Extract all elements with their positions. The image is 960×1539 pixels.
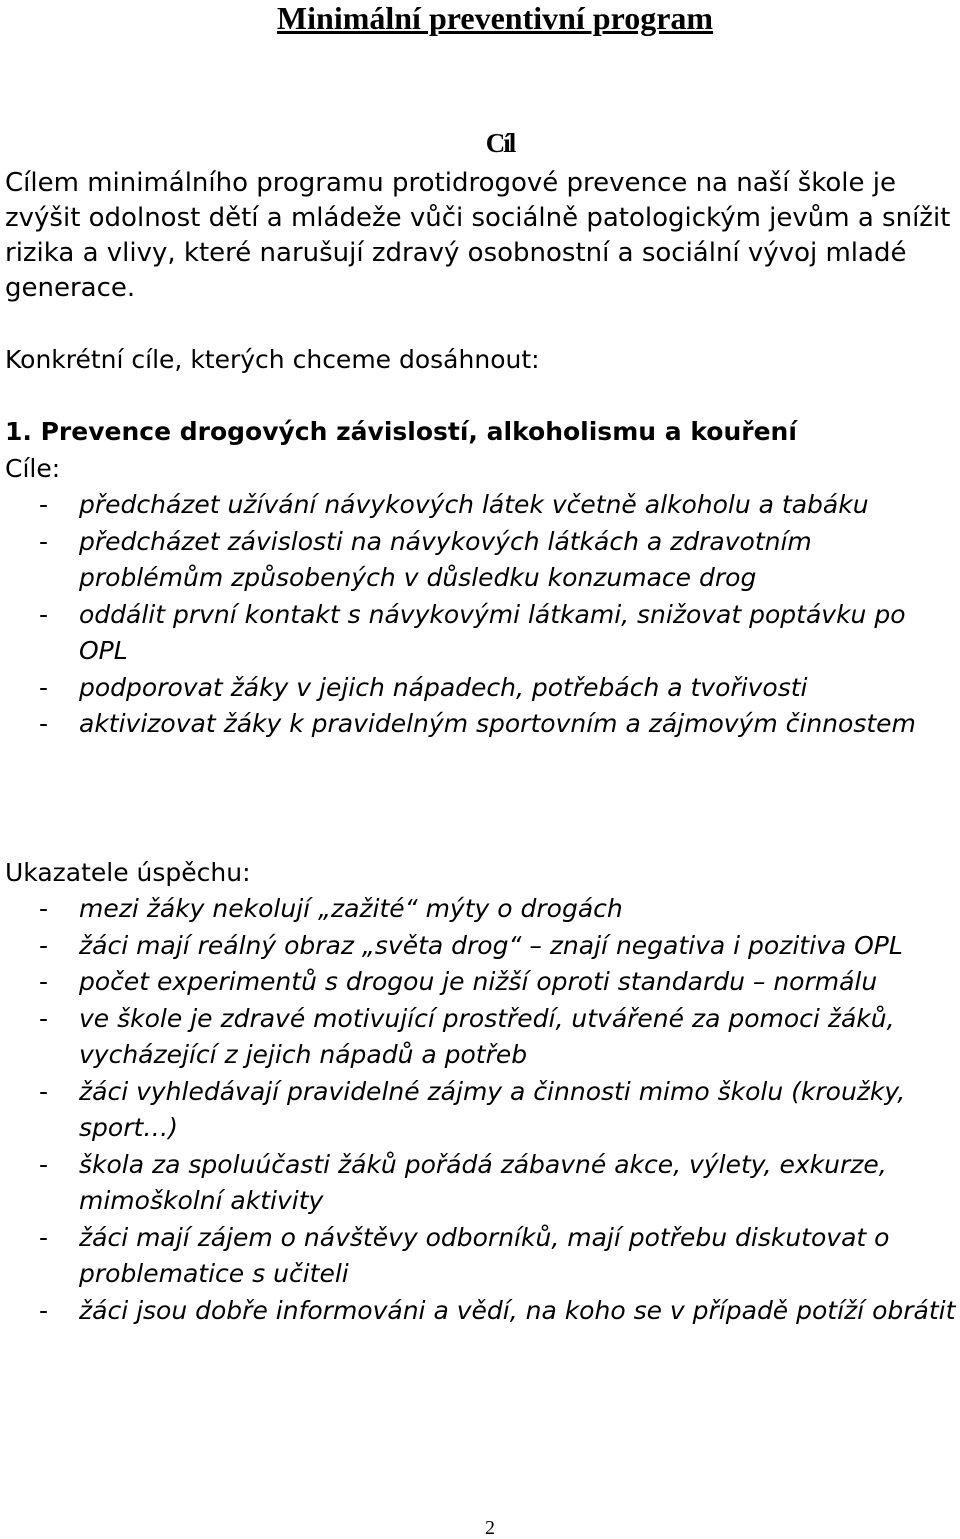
list-item-text: žáci mají reálný obraz „světa drog“ – znají negativa i pozitiva OPL [79, 930, 903, 960]
goal-heading: Cíl [485, 128, 515, 158]
list-item [5, 1220, 960, 1293]
list-item-text: oddálit první kontakt s návykovými látkami, snižovat poptávku po OPL [79, 599, 906, 665]
specific-goals-intro: Konkrétní cíle, kterých chceme dosáhnout: [5, 345, 540, 374]
list-dash: - [39, 1076, 49, 1106]
indicators-list [5, 891, 960, 1329]
list-dash: - [39, 490, 49, 519]
list-item [5, 1293, 960, 1330]
list-dash: - [39, 672, 49, 702]
goals-label: Cíle: [5, 454, 61, 483]
list-item-text: předcházet užívání návykových látek včetně alkoholu a tabáku [79, 490, 869, 519]
list-item-text: podporovat žáky v jejich nápadech, potřebách a tvořivosti [79, 672, 808, 702]
list-item [5, 928, 960, 965]
list-item-text: škola za spoluúčasti žáků pořádá zábavné akce, výlety, exkurze, mimoškolní aktivity [79, 1149, 887, 1215]
list-item [5, 524, 960, 597]
list-item-text: počet experimentů s drogou je nižší oproti standardu – normálu [79, 967, 878, 996]
list-item-text: ve škole je zdravé motivující prostředí, utvářené za pomoci žáků, vycházející z jejich nápadů a potřeb [79, 1003, 895, 1069]
list-item [5, 1001, 960, 1074]
list-dash: - [39, 1149, 49, 1179]
list-item [5, 597, 960, 670]
page-number: 2 [485, 1517, 495, 1539]
list-item [5, 891, 960, 928]
goal-paragraph: Cílem minimálního programu protidrogové prevence na naší škole je zvýšit odolnost dětí a mládeže vůči sociálně patologickým jevům a snížit rizika a vlivy, které narušují zdravý osobnostní a sociální vývoj mladé generace. [5, 168, 951, 303]
list-dash: - [39, 1295, 49, 1325]
list-dash: - [39, 894, 49, 923]
list-dash: - [39, 1222, 49, 1252]
section-heading: 1. Prevence drogových závislostí, alkoholismu a kouření [5, 417, 797, 446]
list-item-text: žáci mají zájem o návštěvy odborníků, mají potřebu diskutovat o problematice s učiteli [79, 1222, 890, 1288]
list-item-text: žáci jsou dobře informováni a vědí, na koho se v případě potíží obrátit [79, 1295, 956, 1325]
list-item [5, 1074, 960, 1147]
document-title: Minimální preventivní program [276, 0, 714, 36]
list-item-text: mezi žáky nekolují „zažité“ mýty o drogách [79, 894, 623, 923]
list-dash: - [39, 526, 49, 556]
list-item [5, 1147, 960, 1220]
list-dash: - [39, 930, 49, 960]
goals-list [5, 487, 960, 743]
list-item [5, 706, 960, 743]
list-dash: - [39, 599, 49, 629]
list-item [5, 964, 960, 1001]
list-dash: - [39, 709, 49, 738]
list-item-text: předcházet závislosti na návykových látkách a zdravotním problémům způsobených v důsledku konzumace drog [79, 526, 812, 592]
list-item [5, 670, 960, 707]
indicators-label: Ukazatele úspěchu: [5, 858, 251, 887]
list-item [5, 487, 960, 524]
list-dash: - [39, 1003, 49, 1033]
list-item-text: žáci vyhledávají pravidelné zájmy a činnosti mimo školu (kroužky, sport…) [79, 1076, 906, 1142]
list-item-text: aktivizovat žáky k pravidelným sportovním a zájmovým činnostem [79, 709, 916, 738]
list-dash: - [39, 967, 49, 996]
